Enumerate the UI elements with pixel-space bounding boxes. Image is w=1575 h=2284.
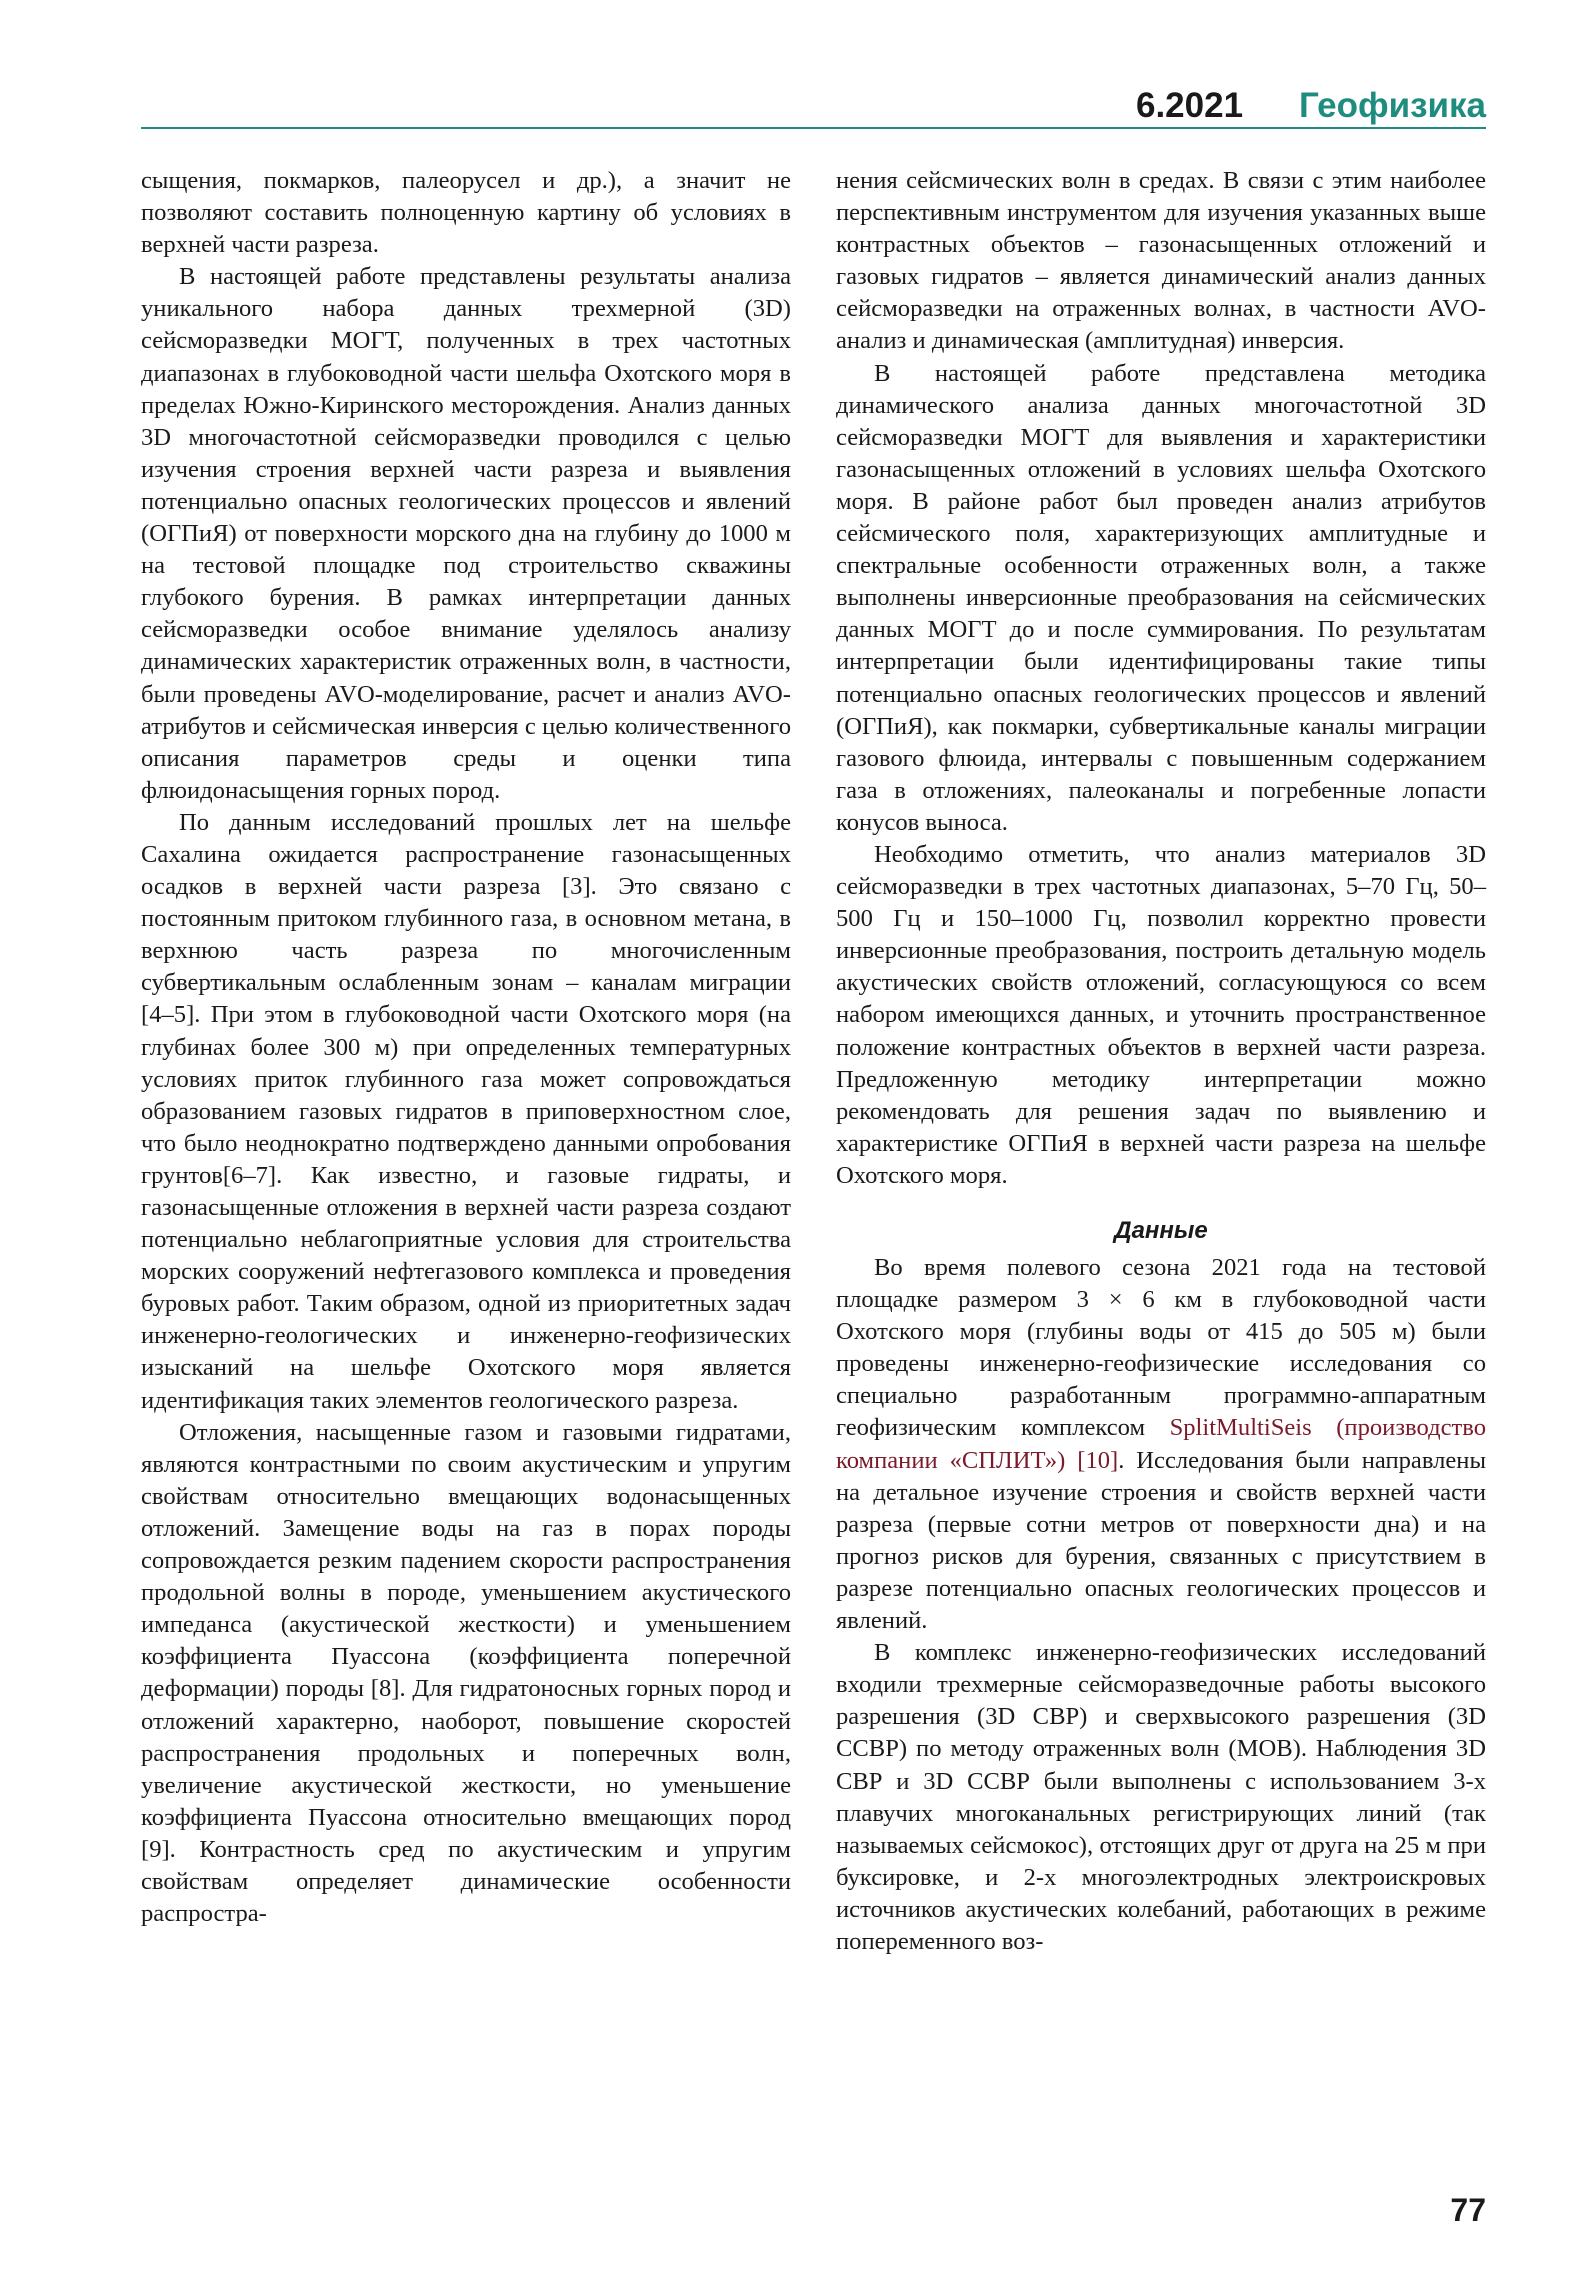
left-paragraph-2: В настоящей работе представлены результаты анализа уникального набора данных трехмерной (3D) сейсморазведки МОГТ, полученных в трех частотных диапазонах в глубоководной части шельфа Охотского моря в пределах Южно-Киринского месторождения. Анализ данных 3D многочастотной сейсморазведки проводился с целью изучения строения верхней части разреза и выявления потенциально опасных геологических процессов и явлений (ОГПиЯ) от поверхности морского дна на глубину до 1000 м на тестовой площадке под строительство скважины глубокого бурения. В рамках интерпретации данных сейсморазведки особое внимание уделялось анализу динамических характеристик отраженных волн, в частности, были проведены AVO-моделирование, расчет и анализ AVO-атрибутов и сейсмическая инверсия с целью количественного описания параметров среды и оценки типа флюидонасыщения горных пород. bbox=[141, 263, 791, 804]
right-column bbox=[836, 165, 1486, 1958]
left-column bbox=[141, 165, 791, 1930]
left-paragraph-4: Отложения, насыщенные газом и газовыми гидратами, являются контрастными по своим акустическим и упругим свойствам относительно вмещающих водонасыщенных отложений. Замещение воды на газ в порах породы сопровождается резким падением скорости распространения продольной волны в породе, уменьшением акустического импеданса (акустической жесткости) и уменьшением коэффициента Пуассона (коэффициента поперечной деформации) породы [8]. Для гидратоносных горных пород и отложений характерно, наоборот, повышение скоростей распространения продольных и поперечных волн, увеличение акустической жесткости, но уменьшение коэффициента Пуассона относительно вмещающих пород [9]. Контрастность сред по акустическим и упругим свойствам определяет динамические особенности распростра- bbox=[141, 1418, 791, 1928]
right-paragraph-4 bbox=[836, 1252, 1486, 1637]
reference-link-splitmultiseis[interactable]: SplitMultiSeis (производство компании «СПЛИТ») [10] bbox=[836, 1414, 1486, 1474]
left-paragraph-1: сыщения, покмарков, палеорусел и др.), а значит не позволяют составить полноценную картину об условиях в верхней части разреза. bbox=[141, 167, 791, 259]
right-paragraph-2: В настоящей работе представлена методика динамического анализа данных многочастотной 3D сейсморазведки МОГТ для выявления и характеристики газонасыщенных отложений в условиях шельфа Охотского моря. В районе работ был проведен анализ атрибутов сейсмического поля, характеризующих амплитудные и спектральные особенности отраженных волн, а также выполнены инверсионные преобразования на сейсмических данных МОГТ до и после суммирования. По результатам интерпретации были идентифицированы такие типы потенциально опасных геологических процессов и явлений (ОГПиЯ), как покмарки, субвертикальные каналы миграции газового флюида, интервалы с повышенным содержанием газа в отложениях, палеоканалы и погребенные лопасти конусов выноса. bbox=[836, 359, 1486, 836]
page-number: 77 bbox=[1450, 2192, 1486, 2228]
header-divider bbox=[141, 127, 1486, 129]
journal-section-title: Геофизика bbox=[1299, 86, 1486, 125]
section-heading-data: Данные bbox=[1114, 1217, 1208, 1244]
journal-issue: 6.2021 bbox=[1135, 86, 1244, 125]
right-paragraph-4-start: Во время полевого сезона 2021 года на тестовой площадке размером 3 × 6 км в глубоководной части Охотского моря (глубины воды от 415 до 505 м) были проведены инженерно-геофизические исследования со специально разработанным программно-аппаратным геофизическим комплексом bbox=[836, 1254, 1486, 1442]
right-paragraph-1: нения сейсмических волн в средах. В связи с этим наиболее перспективным инструментом для изучения указанных выше контрастных объектов – газонасыщенных отложений и газовых гидратов – является динамический анализ данных сейсморазведки на отраженных волнах, в частности AVO-анализ и динамическая (амплитудная) инверсия. bbox=[836, 167, 1486, 355]
running-header bbox=[141, 78, 1486, 126]
left-paragraph-3: По данным исследований прошлых лет на шельфе Сахалина ожидается распространение газонасыщенных осадков в верхней части разреза [3]. Это связано с постоянным притоком глубинного газа, в основном метана, в верхнюю часть разреза по многочисленным субвертикальным ослабленным зонам – каналам миграции [4–5]. При этом в глубоководной части Охотского моря (на глубинах более 300 м) при определенных температурных условиях приток глубинного газа может сопровождаться образованием газовых гидратов в приповерхностном слое, что было неоднократно подтверждено данными опробования грунтов[6–7]. Как известно, и газовые гидраты, и газонасыщенные отложения в верхней части разреза создают потенциально неблагоприятные условия для строительства морских сооружений нефтегазового комплекса и проведения буровых работ. Таким образом, одной из приоритетных задач инженерно-геологических и инженерно-геофизических изысканий на шельфе Охотского моря является идентификация таких элементов геологического разреза. bbox=[141, 808, 791, 1414]
right-paragraph-4-end: . Исследования были направлены на детальное изучение строения и свойств верхней части разреза (первые сотни метров от поверхности дна) и на прогноз рисков для бурения, связанных с присутствием в разрезе потенциально опасных геологических процессов и явлений. bbox=[836, 1446, 1486, 1635]
right-paragraph-3: Необходимо отметить, что анализ материалов 3D сейсморазведки в трех частотных диапазонах, 5–70 Гц, 50–500 Гц и 150–1000 Гц, позволил корректно провести инверсионные преобразования, построить детальную модель акустических свойств отложений, согласующуюся со всем набором имеющихся данных, и уточнить пространственное положение контрастных объектов в верхней части разреза. Предложенную методику интерпретации можно рекомендовать для решения задач по выявлению и характеристике ОГПиЯ в верхней части разреза на шельфе Охотского моря. bbox=[836, 840, 1486, 1189]
right-paragraph-5: В комплекс инженерно-геофизических исследований входили трехмерные сейсморазведочные работы высокого разрешения (3D СВР) и сверхвысокого разрешения (3D ССВР) по методу отраженных волн (МОВ). Наблюдения 3D СВР и 3D ССВР были выполнены с использованием 3-х плавучих многоканальных регистрирующих линий (так называемых сейсмокос), отстоящих друг от друга на 25 м при буксировке, и 2-х многоэлектродных электроискровых источников акустических колебаний, работающих в режиме попеременного воз- bbox=[836, 1639, 1486, 1955]
